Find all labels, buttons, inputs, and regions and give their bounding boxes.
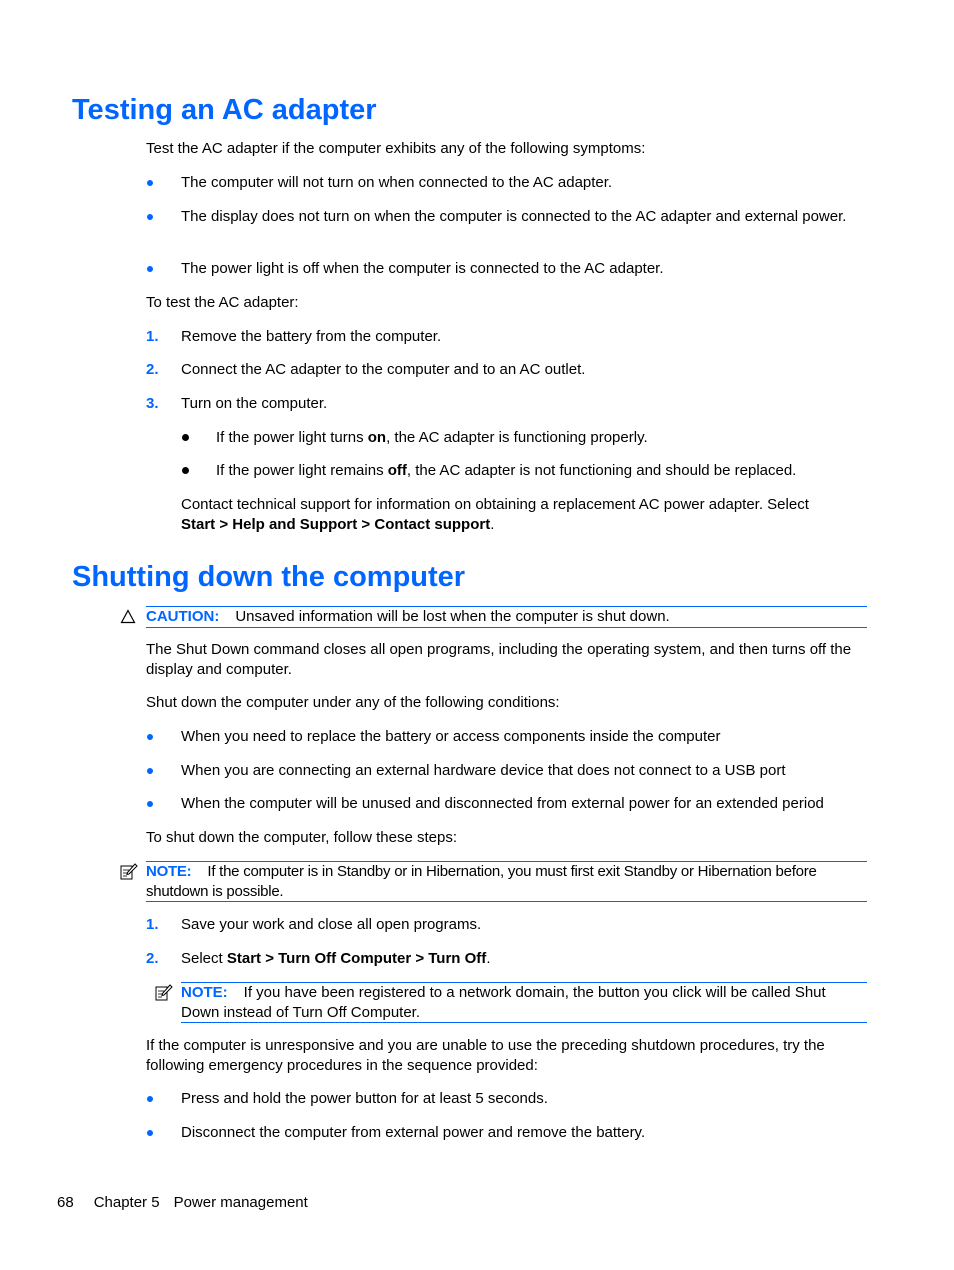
note-pencil-icon	[155, 984, 173, 1002]
note-pencil-icon	[120, 863, 138, 881]
sub-bullet-icon	[182, 467, 189, 474]
sub-list-item: If the power light turns on, the AC adapter is functioning properly.	[216, 429, 648, 446]
section-title-testing-ac-adapter: Testing an AC adapter	[72, 94, 377, 126]
note-label: NOTE:	[181, 984, 228, 1001]
shutdown-paragraph: The Shut Down command closes all open programs, including the operating system, and then turns off the display and computer.	[146, 641, 852, 678]
caution-box	[146, 606, 867, 628]
sub-bullet-icon	[182, 434, 189, 441]
bullet-icon	[147, 1096, 153, 1102]
intro-paragraph: Test the AC adapter if the computer exhibits any of the following symptoms:	[146, 140, 646, 157]
step-text: Save your work and close all open programs.	[181, 916, 482, 933]
bullet-icon	[147, 214, 153, 220]
note-text: If the computer is in Standby or in Hibernation, you must first exit Standby or Hibernation before shutdown is possible.	[146, 863, 817, 900]
sub-list-item: If the power light remains off, the AC adapter is not functioning and should be replaced.	[216, 462, 797, 479]
step-number: 3.	[146, 395, 159, 412]
note-box	[181, 982, 867, 1023]
step-text: Connect the AC adapter to the computer and to an AC outlet.	[181, 361, 586, 378]
step-text: Remove the battery from the computer.	[181, 328, 442, 345]
step-number: 1.	[146, 328, 159, 345]
bullet-icon	[147, 801, 153, 807]
list-item: The computer will not turn on when connected to the AC adapter.	[181, 174, 613, 191]
bullet-icon	[147, 266, 153, 272]
list-item: The display does not turn on when the computer is connected to the AC adapter and external power.	[181, 208, 847, 225]
step-text: Select Start > Turn Off Computer > Turn Off.	[181, 950, 491, 967]
emergency-intro: If the computer is unresponsive and you are unable to use the preceding shutdown procedures, try the following emergency procedures in the sequence provided:	[146, 1037, 825, 1074]
note-box	[146, 861, 867, 902]
page-footer	[57, 1193, 308, 1213]
list-item: When you need to replace the battery or access components inside the computer	[181, 728, 721, 745]
conditions-intro: Shut down the computer under any of the following conditions:	[146, 694, 560, 711]
caution-label: CAUTION:	[146, 608, 220, 625]
section-title-shutting-down: Shutting down the computer	[72, 561, 466, 593]
shutdown-steps-intro: To shut down the computer, follow these steps:	[146, 829, 458, 846]
list-item: Disconnect the computer from external power and remove the battery.	[181, 1124, 646, 1141]
contact-paragraph: Contact technical support for information on obtaining a replacement AC power adapter. Select Start > Help and Support > Contact support.	[181, 496, 809, 533]
page-number: 68	[57, 1194, 74, 1211]
list-item: When the computer will be unused and disconnected from external power for an extended period	[181, 795, 824, 812]
step-number: 2.	[146, 950, 159, 967]
chapter-label: Chapter 5	[93, 1194, 160, 1211]
note-label: NOTE:	[146, 863, 192, 880]
list-item: Press and hold the power button for at least 5 seconds.	[181, 1090, 548, 1107]
list-item: The power light is off when the computer is connected to the AC adapter.	[181, 260, 664, 277]
step-number: 2.	[146, 361, 159, 378]
bullet-icon	[147, 1130, 153, 1136]
bullet-icon	[147, 734, 153, 740]
bullet-icon	[147, 768, 153, 774]
caution-triangle-icon	[120, 609, 136, 624]
caution-text: Unsaved information will be lost when the computer is shut down.	[235, 608, 670, 625]
note-text: If you have been registered to a network domain, the button you click will be called Shut Down instead of Turn Off Computer.	[181, 984, 826, 1021]
steps-intro: To test the AC adapter:	[146, 294, 299, 311]
step-text: Turn on the computer.	[181, 395, 328, 412]
step-number: 1.	[146, 916, 159, 933]
bullet-icon	[147, 180, 153, 186]
list-item: When you are connecting an external hardware device that does not connect to a USB port	[181, 762, 786, 779]
chapter-title: Power management	[173, 1194, 308, 1211]
